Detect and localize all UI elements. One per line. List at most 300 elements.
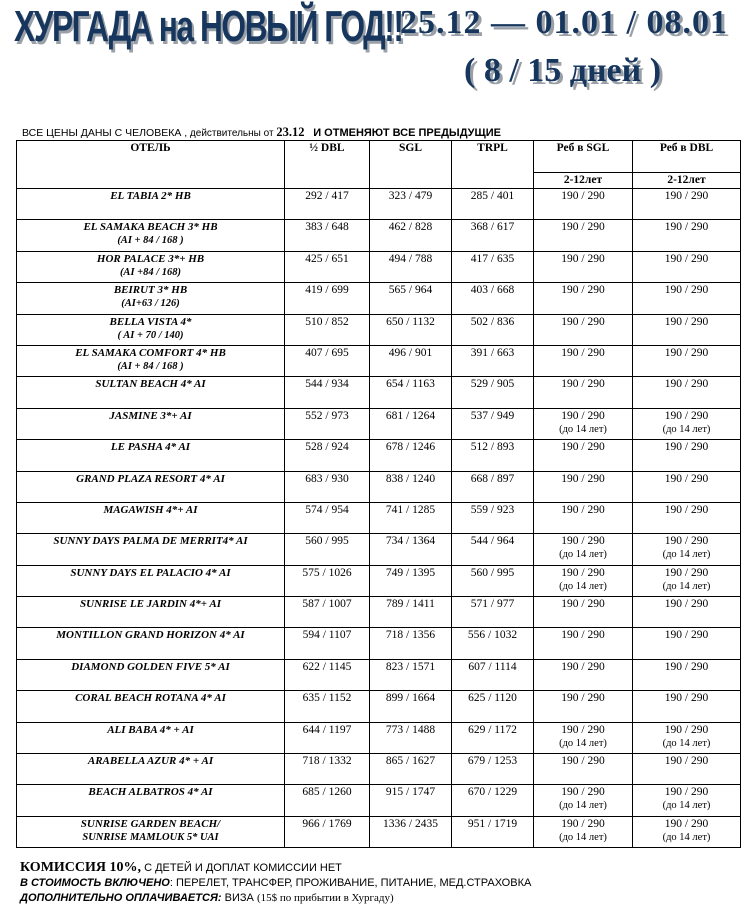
price-child-sgl-value: 190 / 290 xyxy=(561,472,605,485)
price-child-dbl-value: 190 / 290 xyxy=(664,472,709,485)
col-header-child-dbl: Реб в DBL xyxy=(633,141,741,173)
price-dbl xyxy=(285,691,370,722)
price-trpl-value: 571 / 977 xyxy=(470,598,515,611)
hotel-name-value: MAGAWISH 4*+ AI xyxy=(103,503,198,516)
price-dbl xyxy=(285,816,370,847)
hotel-name-value: SUNNY DAYS PALMA DE MERRIT4* AI xyxy=(53,535,248,548)
price-child-dbl-value: 190 / 290 xyxy=(664,284,709,297)
table-row xyxy=(17,816,741,847)
table-header-row xyxy=(17,141,741,173)
col-header-hotel: ОТЕЛЬ xyxy=(17,141,285,189)
price-note xyxy=(22,125,501,140)
price-child-dbl-value: 190 / 290 xyxy=(664,252,709,265)
price-trpl xyxy=(452,534,534,565)
hotel-name-value: BEIRUT 3* HB xyxy=(113,284,188,297)
price-child-dbl xyxy=(633,502,741,533)
price-child-sgl xyxy=(534,408,633,439)
price-child-dbl xyxy=(633,785,741,816)
hotel-name xyxy=(17,440,285,471)
tour-duration: ( 8 / 15 дней ) xyxy=(464,52,662,89)
price-trpl-value: 560 / 995 xyxy=(470,566,515,579)
price-child-sgl-value: 190 / 290 xyxy=(561,755,605,768)
price-child-dbl-value: 190 / 290 xyxy=(664,692,709,705)
price-child-dbl-note: (до 14 лет) xyxy=(662,580,711,592)
table-row xyxy=(17,534,741,565)
price-dbl-value: 685 / 1260 xyxy=(302,786,352,799)
hotel-name-note: (AI + 84 / 168 ) xyxy=(117,360,184,372)
table-row xyxy=(17,220,741,251)
price-trpl xyxy=(452,628,534,659)
hotel-name xyxy=(17,189,285,220)
hotel-name-note: (AI + 84 / 168 ) xyxy=(117,235,184,247)
price-child-dbl xyxy=(633,816,741,847)
price-child-dbl-value: 190 / 290 xyxy=(664,346,709,359)
price-dbl xyxy=(285,659,370,690)
price-child-dbl-value: 190 / 290 xyxy=(664,598,709,611)
extra-line xyxy=(20,891,531,906)
hotel-name-value: LE PASHA 4* AI xyxy=(110,441,191,454)
price-sgl-value: 565 / 964 xyxy=(388,284,433,297)
price-child-sgl-value: 190 / 290 xyxy=(561,786,605,799)
price-child-sgl xyxy=(534,816,633,847)
price-dbl-value: 574 / 954 xyxy=(305,503,349,516)
hotel-name-value: HOR PALACE 3*+ HB xyxy=(96,252,205,265)
price-child-sgl-note: (до 14 лет) xyxy=(559,737,607,749)
price-sgl xyxy=(370,659,452,690)
price-dbl xyxy=(285,189,370,220)
age-label-dbl: 2-12лет xyxy=(633,173,741,189)
price-child-dbl-value: 190 / 290 xyxy=(664,503,709,516)
price-trpl-value: 391 / 663 xyxy=(470,346,515,359)
price-sgl-value: 773 / 1488 xyxy=(385,723,436,736)
price-dbl xyxy=(285,283,370,314)
price-dbl-value: 594 / 1107 xyxy=(302,629,352,642)
table-row xyxy=(17,722,741,753)
hotel-name-value: EL SAMAKA BEACH 3* HB xyxy=(83,221,218,234)
price-child-sgl-value: 190 / 290 xyxy=(561,629,605,642)
price-child-sgl-value: 190 / 290 xyxy=(561,566,605,579)
price-sgl xyxy=(370,565,452,596)
hotel-name xyxy=(17,220,285,251)
price-dbl-value: 966 / 1769 xyxy=(302,817,352,830)
price-sgl xyxy=(370,628,452,659)
hotel-name-value: SUNNY DAYS EL PALACIO 4* AI xyxy=(70,566,231,579)
table-row xyxy=(17,754,741,785)
hotel-name xyxy=(17,534,285,565)
hotel-name xyxy=(17,565,285,596)
price-child-dbl xyxy=(633,659,741,690)
price-child-sgl xyxy=(534,597,633,628)
col-header-child-sgl: Реб в SGL xyxy=(534,141,633,173)
price-child-sgl-note: (до 14 лет) xyxy=(559,580,607,592)
price-child-sgl-value: 190 / 290 xyxy=(561,190,605,202)
col-header-trpl: TRPL xyxy=(452,141,534,189)
price-trpl-value: 403 / 668 xyxy=(470,284,515,297)
price-child-sgl xyxy=(534,220,633,251)
hotel-name-note: (AI +84 / 168) xyxy=(119,266,182,278)
price-note-part2: действительны от xyxy=(187,128,277,139)
hotel-name xyxy=(17,251,285,282)
price-trpl-value: 502 / 836 xyxy=(470,315,515,328)
price-sgl xyxy=(370,785,452,816)
price-dbl-value: 510 / 852 xyxy=(305,315,349,328)
price-child-dbl-value: 190 / 290 xyxy=(664,221,709,234)
price-child-sgl xyxy=(534,471,633,502)
hotel-name xyxy=(17,754,285,785)
price-sgl xyxy=(370,597,452,628)
price-dbl xyxy=(285,314,370,345)
price-sgl xyxy=(370,502,452,533)
price-trpl-value: 529 / 905 xyxy=(470,378,515,391)
price-child-sgl xyxy=(534,628,633,659)
tour-dates: 25.12 — 01.01 / 08.01 xyxy=(400,4,728,41)
hotel-name xyxy=(17,471,285,502)
hotel-name-value: EL SAMAKA COMFORT 4* HB xyxy=(75,346,226,359)
hotel-name-value: DIAMOND GOLDEN FIVE 5* AI xyxy=(71,660,230,673)
price-child-sgl-note: (до 14 лет) xyxy=(559,549,607,561)
price-sgl-value: 678 / 1246 xyxy=(385,441,436,454)
price-child-sgl xyxy=(534,251,633,282)
price-sgl xyxy=(370,408,452,439)
age-label-sgl: 2-12лет xyxy=(534,173,633,189)
price-child-dbl xyxy=(633,345,741,376)
price-trpl xyxy=(452,440,534,471)
hotel-name xyxy=(17,283,285,314)
price-trpl-value: 512 / 893 xyxy=(470,441,515,454)
price-dbl-value: 587 / 1007 xyxy=(302,598,352,611)
price-dbl xyxy=(285,251,370,282)
price-child-sgl-value: 190 / 290 xyxy=(561,221,605,234)
price-trpl xyxy=(452,408,534,439)
price-trpl xyxy=(452,722,534,753)
price-dbl xyxy=(285,345,370,376)
col-header-dbl: ½ DBL xyxy=(285,141,370,189)
price-child-dbl xyxy=(633,565,741,596)
table-row xyxy=(17,408,741,439)
price-child-sgl xyxy=(534,659,633,690)
table-row xyxy=(17,691,741,722)
price-child-dbl-value: 190 / 290 xyxy=(664,535,709,548)
hotel-name-value: EL TABIA 2* HB xyxy=(110,190,191,202)
price-sgl xyxy=(370,754,452,785)
price-child-dbl xyxy=(633,251,741,282)
price-dbl-value: 544 / 934 xyxy=(305,378,349,391)
hotel-name-value: ALI BABA 4* + AI xyxy=(107,723,194,736)
price-child-dbl xyxy=(633,754,741,785)
price-child-sgl-note: (до 14 лет) xyxy=(559,800,607,812)
price-trpl xyxy=(452,220,534,251)
extra-value-note: (15$ по прибытии в Хургаду) xyxy=(256,892,394,904)
table-row xyxy=(17,628,741,659)
price-child-sgl-value: 190 / 290 xyxy=(561,503,605,516)
price-sgl-value: 741 / 1285 xyxy=(385,503,436,516)
price-child-sgl-value: 190 / 290 xyxy=(561,660,605,673)
price-sgl xyxy=(370,251,452,282)
hotel-name xyxy=(17,377,285,408)
price-child-dbl-value: 190 / 290 xyxy=(664,441,709,454)
price-child-sgl xyxy=(534,691,633,722)
price-child-sgl-value: 190 / 290 xyxy=(561,598,605,611)
price-dbl-value: 718 / 1332 xyxy=(302,755,352,768)
price-sgl-value: 1336 / 2435 xyxy=(383,817,438,830)
hotel-name xyxy=(17,314,285,345)
price-sgl-value: 654 / 1163 xyxy=(386,378,435,391)
included-label: В СТОИМОСТЬ ВКЛЮЧЕНО xyxy=(20,877,170,889)
price-sgl-value: 915 / 1747 xyxy=(385,786,436,799)
price-child-sgl xyxy=(534,189,633,220)
price-child-dbl xyxy=(633,691,741,722)
price-child-dbl xyxy=(633,283,741,314)
table-row xyxy=(17,565,741,596)
price-child-sgl-value: 190 / 290 xyxy=(561,441,605,454)
page-header xyxy=(0,0,756,120)
price-dbl-value: 683 / 930 xyxy=(305,472,349,485)
price-child-dbl xyxy=(633,471,741,502)
hotel-name xyxy=(17,628,285,659)
price-sgl xyxy=(370,691,452,722)
price-child-sgl-value: 190 / 290 xyxy=(561,315,605,328)
price-child-sgl-value: 190 / 290 xyxy=(561,535,605,548)
price-trpl-value: 559 / 923 xyxy=(470,503,515,516)
table-row xyxy=(17,659,741,690)
price-trpl xyxy=(452,471,534,502)
price-dbl-value: 419 / 699 xyxy=(305,284,349,297)
price-trpl-value: 679 / 1253 xyxy=(467,755,518,768)
price-dbl xyxy=(285,597,370,628)
price-trpl xyxy=(452,565,534,596)
price-child-sgl-note: (до 14 лет) xyxy=(559,423,607,435)
price-child-dbl-value: 190 / 290 xyxy=(664,660,709,673)
price-sgl xyxy=(370,816,452,847)
price-trpl xyxy=(452,251,534,282)
price-trpl-value: 417 / 635 xyxy=(470,252,515,265)
table-row xyxy=(17,502,741,533)
price-child-sgl-value: 190 / 290 xyxy=(561,252,605,265)
price-child-dbl-value: 190 / 290 xyxy=(664,786,709,799)
hotel-name xyxy=(17,816,285,847)
price-child-dbl-value: 190 / 290 xyxy=(664,409,709,422)
price-sgl-value: 323 / 479 xyxy=(388,190,433,202)
price-trpl-value: 625 / 1120 xyxy=(468,692,517,705)
price-trpl-value: 285 / 401 xyxy=(470,190,515,202)
price-dbl-value: 528 / 924 xyxy=(305,441,349,454)
price-dbl xyxy=(285,534,370,565)
price-dbl xyxy=(285,408,370,439)
price-trpl xyxy=(452,691,534,722)
price-dbl xyxy=(285,754,370,785)
commission-line xyxy=(20,860,531,876)
price-sgl-value: 681 / 1264 xyxy=(385,409,436,422)
price-child-dbl xyxy=(633,597,741,628)
price-child-dbl-note: (до 14 лет) xyxy=(662,737,711,749)
price-sgl-value: 865 / 1627 xyxy=(385,755,436,768)
price-trpl xyxy=(452,345,534,376)
price-trpl-value: 951 / 1719 xyxy=(467,817,518,830)
price-dbl-value: 292 / 417 xyxy=(305,190,349,202)
extra-label: ДОПОЛНИТЕЛЬНО ОПЛАЧИВАЕТСЯ: xyxy=(20,892,222,904)
price-trpl xyxy=(452,502,534,533)
price-dbl xyxy=(285,440,370,471)
col-header-sgl: SGL xyxy=(370,141,452,189)
price-trpl xyxy=(452,754,534,785)
price-child-sgl-value: 190 / 290 xyxy=(561,409,605,422)
price-child-sgl xyxy=(534,502,633,533)
extra-value: ВИЗА xyxy=(221,892,257,904)
price-child-sgl-note: (до 14 лет) xyxy=(559,831,607,843)
price-sgl-value: 899 / 1664 xyxy=(385,692,436,705)
hotel-name xyxy=(17,597,285,628)
hotel-name xyxy=(17,659,285,690)
table-row xyxy=(17,785,741,816)
hotel-name-value: SUNRISE LE JARDIN 4*+ AI xyxy=(80,598,221,611)
price-child-sgl xyxy=(534,754,633,785)
price-sgl xyxy=(370,377,452,408)
price-trpl xyxy=(452,314,534,345)
included-line xyxy=(20,876,531,891)
price-child-dbl xyxy=(633,377,741,408)
hotel-name xyxy=(17,408,285,439)
hotel-name-value: SUNRISE GARDEN BEACH/ xyxy=(80,817,221,830)
price-note-date: 23.12 xyxy=(276,125,305,139)
price-dbl-value: 425 / 651 xyxy=(305,252,349,265)
table-row xyxy=(17,345,741,376)
price-child-sgl-value: 190 / 290 xyxy=(561,723,605,736)
price-sgl xyxy=(370,314,452,345)
price-child-dbl xyxy=(633,408,741,439)
hotel-name xyxy=(17,722,285,753)
price-trpl xyxy=(452,597,534,628)
price-dbl xyxy=(285,377,370,408)
price-trpl-value: 537 / 949 xyxy=(470,409,515,422)
hotel-name xyxy=(17,502,285,533)
price-child-sgl xyxy=(534,377,633,408)
commission-text: С ДЕТЕЙ И ДОПЛАТ КОМИССИИ НЕТ xyxy=(141,862,342,874)
price-sgl-value: 838 / 1240 xyxy=(385,472,436,485)
price-trpl xyxy=(452,785,534,816)
price-dbl xyxy=(285,565,370,596)
hotel-name-value: GRAND PLAZA RESORT 4* AI xyxy=(76,472,225,485)
price-child-sgl-value: 190 / 290 xyxy=(561,692,605,705)
price-child-sgl xyxy=(534,722,633,753)
hotel-name-value: BELLA VISTA 4* xyxy=(109,315,192,328)
price-child-sgl-value: 190 / 290 xyxy=(561,378,605,391)
price-child-dbl-note: (до 14 лет) xyxy=(662,423,711,435)
table-row xyxy=(17,377,741,408)
commission-label: КОМИССИЯ 10%, xyxy=(20,860,142,875)
price-dbl xyxy=(285,502,370,533)
price-child-sgl xyxy=(534,283,633,314)
price-dbl xyxy=(285,471,370,502)
price-sgl-value: 789 / 1411 xyxy=(386,598,435,611)
price-sgl xyxy=(370,283,452,314)
price-child-dbl xyxy=(633,189,741,220)
hotel-name-value: JASMINE 3*+ AI xyxy=(109,409,192,422)
price-table xyxy=(16,140,741,848)
hotel-name-note: (AI+63 / 126) xyxy=(121,298,180,310)
price-child-sgl xyxy=(534,314,633,345)
price-child-sgl-value: 190 / 290 xyxy=(561,284,605,297)
hotel-name-note: ( AI + 70 / 140) xyxy=(117,329,184,341)
hotel-name-note: SUNRISE MAMLOUK 5* UAI xyxy=(82,831,219,843)
price-trpl-value: 368 / 617 xyxy=(470,221,515,234)
price-child-dbl-value: 190 / 290 xyxy=(664,378,709,391)
price-child-dbl xyxy=(633,440,741,471)
price-trpl-value: 544 / 964 xyxy=(470,535,515,548)
table-row xyxy=(17,283,741,314)
price-child-sgl-value: 190 / 290 xyxy=(561,346,605,359)
price-child-sgl xyxy=(534,440,633,471)
price-dbl-value: 552 / 973 xyxy=(305,409,349,422)
table-row xyxy=(17,189,741,220)
price-sgl-value: 462 / 828 xyxy=(388,221,433,234)
hotel-name xyxy=(17,345,285,376)
price-child-sgl xyxy=(534,345,633,376)
price-sgl-value: 749 / 1395 xyxy=(385,566,436,579)
hotel-name-value: CORAL BEACH ROTANA 4* AI xyxy=(75,692,226,705)
price-child-dbl-value: 190 / 290 xyxy=(664,566,709,579)
price-child-dbl-value: 190 / 290 xyxy=(664,755,709,768)
price-sgl xyxy=(370,722,452,753)
price-dbl-value: 407 / 695 xyxy=(305,346,349,359)
price-child-sgl xyxy=(534,785,633,816)
price-child-dbl-note: (до 14 лет) xyxy=(662,831,711,843)
price-trpl-value: 670 / 1229 xyxy=(467,786,518,799)
table-row xyxy=(17,440,741,471)
price-child-dbl xyxy=(633,314,741,345)
hotel-name-value: BEACH ALBATROS 4* AI xyxy=(88,786,213,799)
page-title: ХУРГАДА на НОВЫЙ ГОД!! xyxy=(14,2,403,51)
table-row xyxy=(17,597,741,628)
price-dbl-value: 635 / 1152 xyxy=(302,692,352,705)
price-trpl xyxy=(452,283,534,314)
price-child-dbl-note: (до 14 лет) xyxy=(662,549,711,561)
price-dbl-value: 622 / 1145 xyxy=(302,660,352,673)
price-dbl xyxy=(285,722,370,753)
table-row xyxy=(17,251,741,282)
hotel-name-value: MONTILLON GRAND HORIZON 4* AI xyxy=(56,629,245,642)
price-child-dbl-value: 190 / 290 xyxy=(664,190,709,202)
price-child-dbl-value: 190 / 290 xyxy=(664,629,709,642)
price-trpl xyxy=(452,816,534,847)
price-sgl-value: 496 / 901 xyxy=(388,346,433,359)
price-sgl xyxy=(370,189,452,220)
price-trpl-value: 607 / 1114 xyxy=(468,660,517,673)
included-value: : ПЕРЕЛЕТ, ТРАНСФЕР, ПРОЖИВАНИЕ, ПИТАНИЕ, МЕД.СТРАХОВКА xyxy=(169,877,532,889)
price-trpl-value: 556 / 1032 xyxy=(467,629,518,642)
hotel-name xyxy=(17,691,285,722)
price-child-sgl-value: 190 / 290 xyxy=(561,817,605,830)
price-trpl-value: 668 / 897 xyxy=(470,472,515,485)
price-sgl-value: 650 / 1132 xyxy=(386,315,435,328)
price-child-dbl xyxy=(633,722,741,753)
hotel-name-value: ARABELLA AZUR 4* + AI xyxy=(87,755,214,768)
price-sgl xyxy=(370,471,452,502)
price-child-sgl xyxy=(534,534,633,565)
price-child-dbl-note: (до 14 лет) xyxy=(662,800,711,812)
price-sgl-value: 734 / 1364 xyxy=(385,535,436,548)
price-trpl xyxy=(452,189,534,220)
price-dbl-value: 644 / 1197 xyxy=(302,723,352,736)
price-child-sgl xyxy=(534,565,633,596)
price-dbl-value: 383 / 648 xyxy=(305,221,349,234)
price-child-dbl xyxy=(633,628,741,659)
price-note-part3: И ОТМЕНЯЮТ ВСЕ ПРЕДЫДУЩИЕ xyxy=(313,127,501,139)
price-note-part1: ВСЕ ЦЕНЫ ДАНЫ С ЧЕЛОВЕКА , xyxy=(22,127,188,139)
price-sgl xyxy=(370,534,452,565)
table-row xyxy=(17,314,741,345)
price-sgl xyxy=(370,220,452,251)
price-trpl xyxy=(452,659,534,690)
